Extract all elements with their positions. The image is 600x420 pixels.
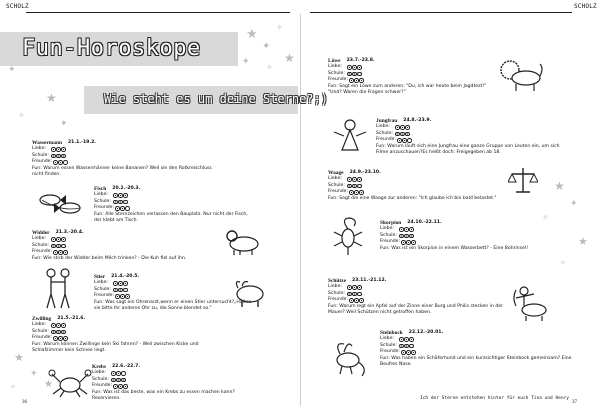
love-rating [113,281,128,286]
rating-circle-icon [409,227,414,232]
rating-circle-icon [407,138,412,143]
sign-zwilling [32,316,222,354]
star-icon: ★ [284,51,295,65]
sign-fisch [94,186,254,224]
sign-skorpion [380,220,560,252]
rating-circle-icon [111,378,116,383]
sign-name: Widder [32,230,50,236]
rating-circle-icon [111,371,116,376]
rating-circle-icon [357,285,362,290]
sign-stier [94,274,254,312]
love-rating [347,65,362,70]
star-icon: ★ [554,179,565,193]
rating-circle-icon [125,294,130,299]
friends-label: Freunde: [94,293,115,299]
school-rating [113,200,128,205]
star-icon: ★ [46,91,57,105]
star-icon: ✧ [542,213,549,222]
sign-name: Steinbock [380,330,403,336]
rating-circle-icon [123,193,128,198]
sign-name: Zwilling [32,316,52,322]
sign-name: Jungfrau [376,118,398,124]
rating-circle-icon [404,344,409,349]
sign-dates: 23.11.-21.12. [351,278,387,283]
rating-circle-icon [56,323,61,328]
rating-circle-icon [399,344,404,349]
rating-circle-icon [352,184,357,189]
school-label: Schule: [376,130,393,136]
rating-circle-icon [121,371,126,376]
rating-circle-icon [349,190,354,195]
friends-label: Freunde: [376,137,397,143]
rating-circle-icon [352,285,357,290]
rating-circle-icon [401,240,406,245]
sign-joke: Fun: Sagt ein Löwe zum anderen: "Du, ich war heute beim Jagdtest!" "Und? Waren die Fragen schwer?" [328,83,487,95]
school-label: Schule: [328,290,345,296]
rating-circle-icon [56,237,61,242]
star-icon: ✧ [276,23,283,32]
rating-circle-icon [349,298,354,303]
rating-circle-icon [399,227,404,232]
rating-circle-icon [397,138,402,143]
friends-label: Freunde: [328,189,349,195]
school-rating [51,154,66,159]
sign-steinbock [380,330,576,368]
sign-name: Fisch [94,186,107,192]
rating-circle-icon [61,323,66,328]
rating-circle-icon [51,323,56,328]
sign-joke: Fun: Warum läuft sich eine Jungfrau eine ganze Gruppe von Leuten ein, um sich Filme anzuschauen?Es heißt doch: Freigegeben ab 18. [376,143,560,155]
star-icon: ✦ [262,41,271,52]
rating-circle-icon [58,250,63,255]
school-label: Schule: [92,376,109,382]
sign-dates: 21.1.-19.2. [67,140,97,145]
sign-dates: 23.7.-23.8. [346,58,375,63]
friends-rating [401,240,416,245]
rating-circle-icon [347,65,352,70]
star-icon: ✧ [18,111,25,120]
rating-circle-icon [349,78,354,83]
love-label: Liebe: [32,236,46,242]
star-icon: ★ [246,27,258,42]
sign-joke: Fun: Warum essen Wassermänner keine Bananen? Weil sie den Rotkreischluss nicht finden. [32,165,212,177]
rating-circle-icon [113,288,118,293]
friends-label: Freunde: [328,297,349,303]
love-rating [111,371,126,376]
sign-joke: Fun: Wie stirb der Widder beim Milch trinken? - Die Kuh fiel auf ihn. [32,255,187,261]
rating-circle-icon [406,240,411,245]
love-label: Liebe: [94,280,108,286]
love-rating [51,323,66,328]
rating-circle-icon [51,330,56,335]
friends-rating [397,138,412,143]
sign-dates: 21.4.-20.5. [111,274,140,279]
love-label: Liebe: [92,370,106,376]
rating-circle-icon [411,240,416,245]
rating-circle-icon [61,237,66,242]
school-label: Schule: [32,328,49,334]
school-rating [395,132,410,137]
rating-circle-icon [359,298,364,303]
schuetze-image [512,284,552,322]
rating-circle-icon [56,154,61,159]
school-label: Schule: [32,242,49,248]
rating-circle-icon [347,184,352,189]
school-rating [51,244,66,249]
friends-rating [115,294,130,299]
rating-circle-icon [123,384,128,389]
school-rating [347,72,362,77]
rating-circle-icon [56,147,61,152]
rating-circle-icon [58,160,63,165]
rating-circle-icon [354,190,359,195]
rating-circle-icon [113,193,118,198]
rating-circle-icon [401,350,406,355]
sign-name: Skorpion [380,220,402,226]
rating-circle-icon [409,234,414,239]
sign-name: Krebs [92,364,106,370]
rating-circle-icon [406,350,411,355]
sign-joke: Fun: Warum können Zwillinge kein Ski fahren? - Weil zwischen Kicke und Schlafzimmer kein Schnee liegt. [32,341,199,353]
header-rule-left [26,12,290,13]
rating-circle-icon [61,147,66,152]
fisch-image [38,192,84,216]
rating-circle-icon [395,132,400,137]
rating-circle-icon [51,147,56,152]
sign-joke: Fun: Was ist das beste, was ein Krebs zu essen machen kann? Reservieren. [92,389,235,401]
love-rating [395,125,410,130]
rating-circle-icon [352,72,357,77]
love-rating [347,285,362,290]
love-label: Liebe: [328,176,342,182]
love-rating [347,177,362,182]
sign-name: Wassermann [32,140,62,146]
rating-circle-icon [113,384,118,389]
sign-name: Waage [328,170,344,176]
rating-circle-icon [409,344,414,349]
star-icon: ✦ [60,119,68,129]
page-title: Fun-Horoskope [22,36,201,61]
rating-circle-icon [357,65,362,70]
rating-circle-icon [63,336,68,341]
rating-circle-icon [405,125,410,130]
rating-circle-icon [404,234,409,239]
header-left: SCHOLZ [6,3,29,10]
sign-dates: 24.8.-23.9. [403,118,432,123]
sign-joke: Fun: Was sagt ein Ohrenarzt,wenn er einen Stier untersucht?„Halten sie bitte Ihr anderes Ohr zu, die Sonne blendet so." [94,299,252,311]
sign-wassermann [32,140,222,178]
rating-circle-icon [352,292,357,297]
school-label: Schule: [380,232,397,238]
rating-circle-icon [116,371,121,376]
school-label: Schule: [94,286,111,292]
jungfrau-image [330,118,370,154]
friends-rating [349,78,364,83]
star-icon: ✦ [242,57,250,67]
rating-circle-icon [53,250,58,255]
rating-circle-icon [400,132,405,137]
rating-circle-icon [123,200,128,205]
school-rating [113,288,128,293]
rating-circle-icon [120,294,125,299]
friends-rating [113,384,128,389]
friends-label: Freunde: [32,159,53,165]
school-rating [399,344,414,349]
school-label: Schule: [328,70,345,76]
rating-circle-icon [399,234,404,239]
rating-circle-icon [354,298,359,303]
rating-circle-icon [56,244,61,249]
star-icon: ★ [44,379,53,390]
love-label: Liebe: [94,192,108,198]
rating-circle-icon [357,292,362,297]
school-rating [399,234,414,239]
rating-circle-icon [357,177,362,182]
rating-circle-icon [347,72,352,77]
sign-joke: Fun: Was ist ein Skorpion in einem Wasserbett? - Eine Bohrinsel! [380,245,529,251]
love-rating [51,237,66,242]
love-label: Liebe: [32,146,46,152]
page-fold [300,14,301,406]
star-icon: ✧ [10,383,16,391]
rating-circle-icon [347,292,352,297]
rating-circle-icon [56,330,61,335]
school-label: Schule: [380,342,397,348]
friends-label: Freunde: [32,335,53,341]
friends-label: Freunde: [380,349,401,355]
sign-name: Stier [94,274,106,280]
school-label: Schule: [32,152,49,158]
sign-name: Löwe [328,58,341,64]
love-label: Liebe: [380,336,394,342]
friends-rating [53,250,68,255]
star-icon: ✦ [570,199,578,209]
page-subtitle: Wie steht es um deine Sterne?;) [104,92,328,106]
school-rating [111,378,126,383]
rating-circle-icon [51,154,56,159]
rating-circle-icon [352,65,357,70]
rating-circle-icon [118,281,123,286]
sign-waage [328,170,504,202]
friends-rating [349,298,364,303]
rating-circle-icon [63,160,68,165]
rating-circle-icon [53,160,58,165]
love-label: Liebe: [32,322,46,328]
zwilling-image [38,266,78,310]
krebs-image [48,368,92,398]
sign-joke: Fun: Alle Sternzeichen verlassen den Bauplatz. Nur nicht der Fisch, der klebt am Tisch. [94,211,248,223]
rating-circle-icon [125,206,130,211]
star-icon: ✧ [560,259,566,267]
love-rating [399,337,414,342]
header-right: SCHOLZ [574,3,597,10]
rating-circle-icon [404,337,409,342]
star-icon: ✦ [30,369,38,379]
sign-dates: 24.9.-23.10. [349,170,381,175]
love-label: Liebe: [380,226,394,232]
sign-joke: Fun: Warum legt ein Apfel auf der Zinne einer Burg und Philis stecken in der Mauer? Weil Schützen nicht getroffen haben. [328,303,503,315]
love-rating [51,147,66,152]
love-label: Liebe: [328,64,342,70]
rating-circle-icon [402,138,407,143]
friends-rating [401,350,416,355]
sign-dates: 21.5.-21.6. [57,316,86,321]
waage-image [508,166,538,194]
skorpion-image [330,216,366,256]
love-rating [399,227,414,232]
love-label: Liebe: [328,284,342,290]
friends-rating [53,160,68,165]
star-icon: ✦ [8,65,16,75]
rating-circle-icon [357,184,362,189]
sign-widder [32,230,222,262]
love-rating [113,193,128,198]
page-number-right: 37 [572,400,577,405]
rating-circle-icon [354,78,359,83]
rating-circle-icon [61,244,66,249]
credits-footer: Ich der Sterne entstehen hinter für euch Tina und Henry [420,396,570,401]
rating-circle-icon [115,206,120,211]
rating-circle-icon [120,206,125,211]
star-icon: ✧ [266,63,273,72]
sign-joke: Fun: Was haben ein Schäferhund und ein kurzsichtiger Steinbock gemeinsam? Eine Beufres Nase. [380,355,572,367]
sign-name: Schütze [328,278,346,284]
sign-dates: 20.2.-20.3. [112,186,141,191]
header-rule-right [310,12,572,13]
rating-circle-icon [395,125,400,130]
friends-rating [115,206,130,211]
rating-circle-icon [359,78,364,83]
friends-label: Freunde: [328,77,349,83]
rating-circle-icon [115,294,120,299]
sign-dates: 22.12.-20.01. [408,330,444,335]
sign-dates: 21.3.-20.4. [55,230,84,235]
school-rating [347,292,362,297]
rating-circle-icon [352,177,357,182]
star-icon: ★ [14,351,24,364]
sign-dates: 22.6.-22.7. [111,364,141,369]
loewe-image [496,58,544,92]
rating-circle-icon [399,337,404,342]
rating-circle-icon [404,227,409,232]
sign-jungfrau [376,118,572,156]
rating-circle-icon [409,337,414,342]
friends-label: Freunde: [92,383,113,389]
rating-circle-icon [411,350,416,355]
rating-circle-icon [347,177,352,182]
rating-circle-icon [61,330,66,335]
rating-circle-icon [113,281,118,286]
rating-circle-icon [51,237,56,242]
rating-circle-icon [400,125,405,130]
school-label: Schule: [328,182,345,188]
steinbock-image [330,340,370,378]
rating-circle-icon [61,154,66,159]
sign-joke: Fun: Sagt die eine Waage zur anderen: "Ich glaube ich bin bald belastet." [328,195,497,201]
rating-circle-icon [405,132,410,137]
rating-circle-icon [116,378,121,383]
friends-rating [349,190,364,195]
rating-circle-icon [118,200,123,205]
sign-dates: 24.10.-22.11. [407,220,442,225]
rating-circle-icon [58,336,63,341]
rating-circle-icon [53,336,58,341]
rating-circle-icon [51,244,56,249]
rating-circle-icon [121,378,126,383]
rating-circle-icon [123,288,128,293]
widder-image [222,226,262,256]
rating-circle-icon [113,200,118,205]
sign-schuetze [328,278,510,316]
rating-circle-icon [118,288,123,293]
page-number-left: 36 [22,400,27,405]
friends-rating [53,336,68,341]
sign-loewe [328,58,494,96]
rating-circle-icon [63,250,68,255]
rating-circle-icon [359,190,364,195]
love-label: Liebe: [376,124,390,130]
school-rating [347,184,362,189]
rating-circle-icon [123,281,128,286]
rating-circle-icon [347,285,352,290]
friends-label: Freunde: [94,205,115,211]
rating-circle-icon [118,193,123,198]
rating-circle-icon [357,72,362,77]
rating-circle-icon [118,384,123,389]
friends-label: Freunde: [32,249,53,255]
sign-krebs [92,364,262,402]
star-icon: ★ [578,235,588,248]
school-rating [51,330,66,335]
friends-label: Freunde: [380,239,401,245]
school-label: Schule: [94,198,111,204]
